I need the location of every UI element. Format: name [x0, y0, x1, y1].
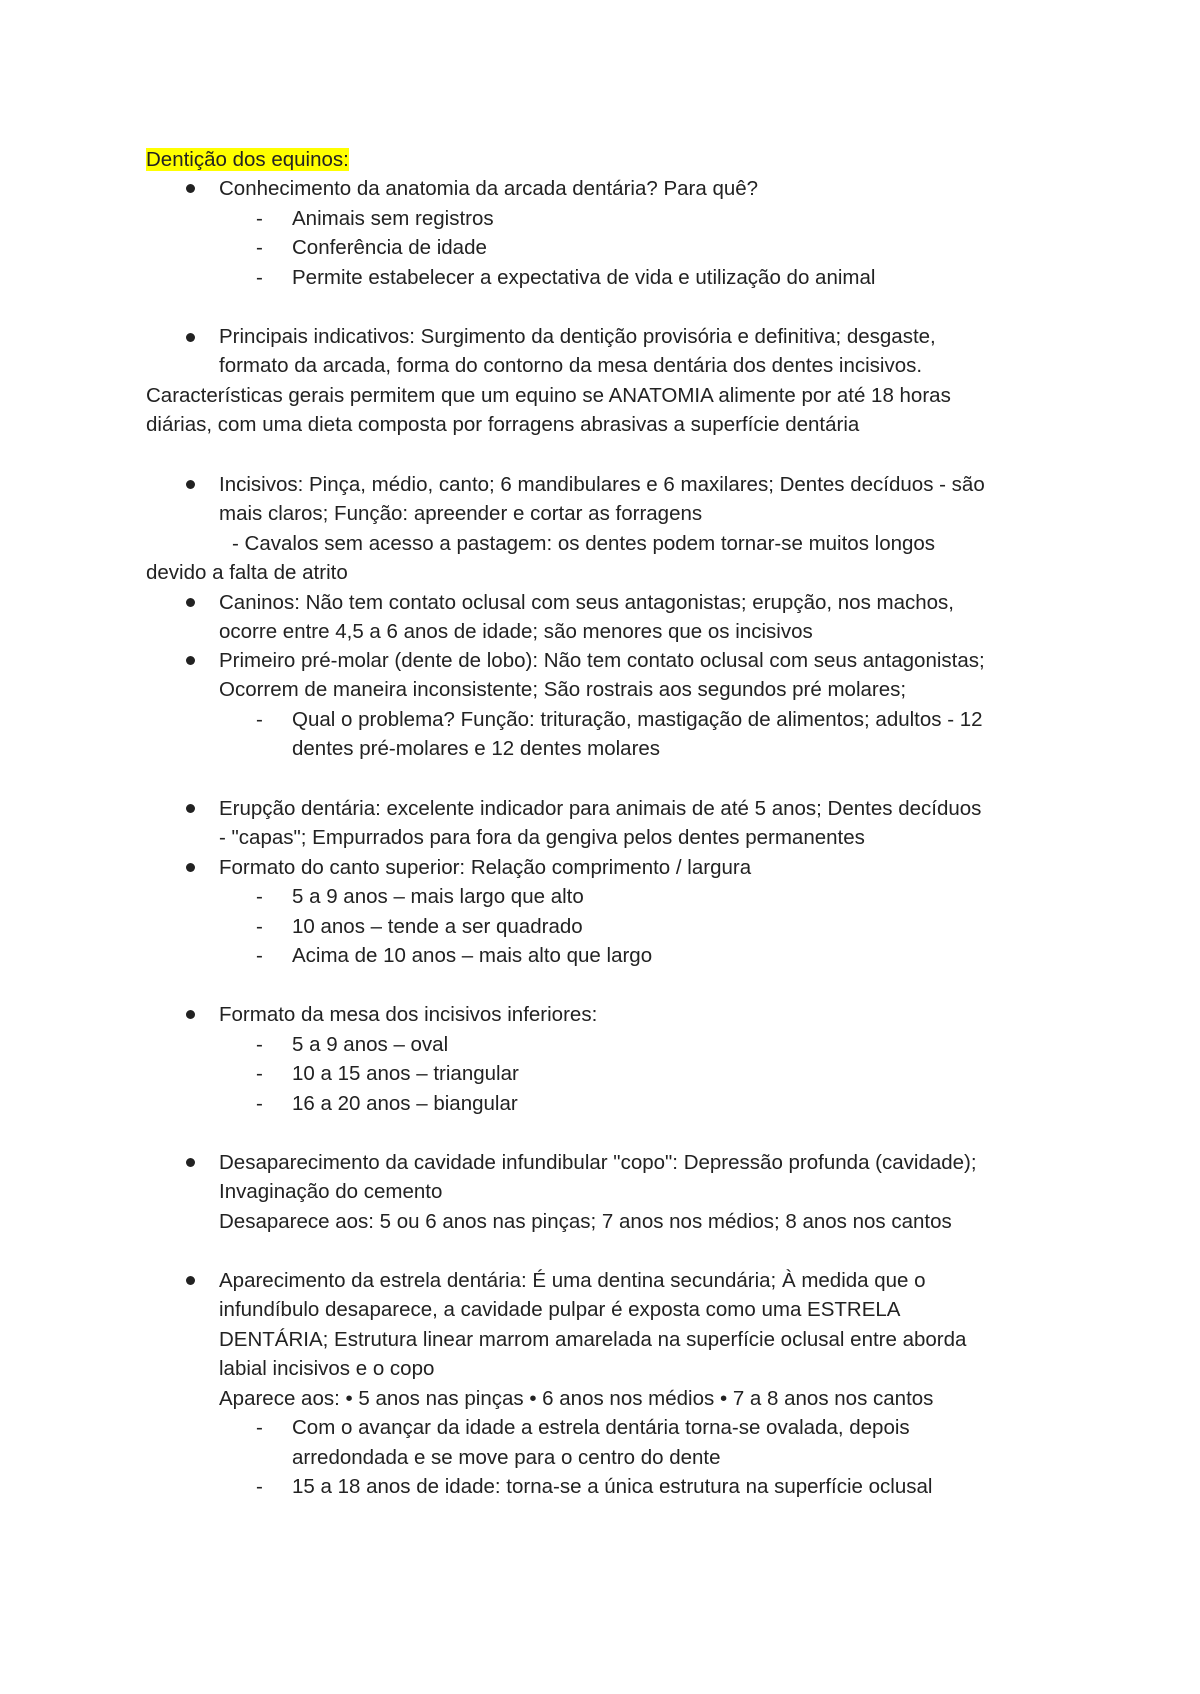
bullet-text: Primeiro pré-molar (dente de lobo): Não tem contato oclusal com seus antagonistas; [219, 649, 985, 672]
bullet-text: Conhecimento da anatomia da arcada dentária? Para quê? [219, 177, 759, 200]
bullet-icon [186, 1158, 195, 1167]
bullet-text: Incisivos: Pinça, médio, canto; 6 mandibulares e 6 maxilares; Dentes decíduos - são [219, 473, 985, 496]
bullet-icon [186, 598, 195, 607]
bullet-text-cont: Aparece aos: • 5 anos nas pinças • 6 anos nos médios • 7 a 8 anos nos cantos [219, 1387, 934, 1410]
dash-icon: - [256, 1416, 263, 1439]
dash-icon: - [256, 1062, 263, 1085]
dash-icon: - [256, 915, 263, 938]
dash-icon: - [256, 1475, 263, 1498]
bullet-text-cont: Desaparece aos: 5 ou 6 anos nas pinças; 7 anos nos médios; 8 anos nos cantos [219, 1210, 952, 1233]
sub-item: Acima de 10 anos – mais alto que largo [292, 944, 653, 967]
bullet-text-cont: Invaginação do cemento [219, 1180, 443, 1203]
bullet-text: Desaparecimento da cavidade infundibular "copo": Depressão profunda (cavidade); [219, 1151, 977, 1174]
sub-item: 10 anos – tende a ser quadrado [292, 915, 583, 938]
bullet-text: Formato da mesa dos incisivos inferiores: [219, 1003, 598, 1026]
sub-item: 16 a 20 anos – biangular [292, 1092, 518, 1115]
sub-item-cont: arredondada e se move para o centro do dente [292, 1446, 721, 1469]
bullet-icon [186, 656, 195, 665]
sub-item-cont: devido a falta de atrito [146, 561, 348, 584]
bullet-text: Aparecimento da estrela dentária: É uma dentina secundária; À medida que o [219, 1269, 926, 1292]
dash-icon: - [256, 266, 263, 289]
bullet-icon [186, 184, 195, 193]
sub-item: 5 a 9 anos – oval [292, 1033, 449, 1056]
sub-item: Permite estabelecer a expectativa de vida e utilização do animal [292, 266, 876, 289]
bullet-icon [186, 804, 195, 813]
sub-item: Conferência de idade [292, 236, 487, 259]
sub-item: Animais sem registros [292, 207, 494, 230]
sub-item: 5 a 9 anos – mais largo que alto [292, 885, 584, 908]
bullet-icon [186, 333, 195, 342]
dash-icon: - [256, 885, 263, 908]
bullet-text: Principais indicativos: Surgimento da dentição provisória e definitiva; desgaste, [219, 325, 936, 348]
sub-item: 10 a 15 anos – triangular [292, 1062, 519, 1085]
sub-item: Qual o problema? Função: trituração, mastigação de alimentos; adultos - 12 [292, 708, 983, 731]
bullet-icon [186, 1010, 195, 1019]
paragraph: diárias, com uma dieta composta por forragens abrasivas a superfície dentária [146, 413, 860, 436]
sub-item: 15 a 18 anos de idade: torna-se a única estrutura na superfície oclusal [292, 1475, 933, 1498]
bullet-text-cont: - "capas"; Empurrados para fora da gengiva pelos dentes permanentes [219, 826, 865, 849]
sub-item: - Cavalos sem acesso a pastagem: os dentes podem tornar-se muitos longos [232, 532, 936, 555]
bullet-text: Erupção dentária: excelente indicador para animais de até 5 anos; Dentes decíduos [219, 797, 982, 820]
sub-item-cont: dentes pré-molares e 12 dentes molares [292, 737, 661, 760]
bullet-text-cont: formato da arcada, forma do contorno da mesa dentária dos dentes incisivos. [219, 354, 923, 377]
bullet-text-cont: labial incisivos e o copo [219, 1357, 435, 1380]
paragraph: Características gerais permitem que um equino se ANATOMIA alimente por até 18 horas [146, 384, 951, 407]
dash-icon: - [256, 236, 263, 259]
dash-icon: - [256, 708, 263, 731]
bullet-text-cont: ocorre entre 4,5 a 6 anos de idade; são menores que os incisivos [219, 620, 813, 643]
bullet-text: Caninos: Não tem contato oclusal com seus antagonistas; erupção, nos machos, [219, 591, 954, 614]
bullet-icon [186, 1276, 195, 1285]
bullet-text: Formato do canto superior: Relação comprimento / largura [219, 856, 752, 879]
document-title [146, 145, 349, 175]
dash-icon: - [256, 1033, 263, 1056]
dash-icon: - [256, 207, 263, 230]
sub-item: Com o avançar da idade a estrela dentária torna-se ovalada, depois [292, 1416, 910, 1439]
dash-icon: - [256, 944, 263, 967]
bullet-text-cont: DENTÁRIA; Estrutura linear marrom amarelada na superfície oclusal entre aborda [219, 1328, 967, 1351]
title-highlight: Dentição dos equinos: [146, 148, 349, 171]
bullet-icon [186, 480, 195, 489]
bullet-text-cont: Ocorrem de maneira inconsistente; São rostrais aos segundos pré molares; [219, 678, 907, 701]
bullet-text-cont: mais claros; Função: apreender e cortar as forragens [219, 502, 703, 525]
bullet-text-cont: infundíbulo desaparece, a cavidade pulpar é exposta como uma ESTRELA [219, 1298, 901, 1321]
bullet-icon [186, 863, 195, 872]
dash-icon: - [256, 1092, 263, 1115]
